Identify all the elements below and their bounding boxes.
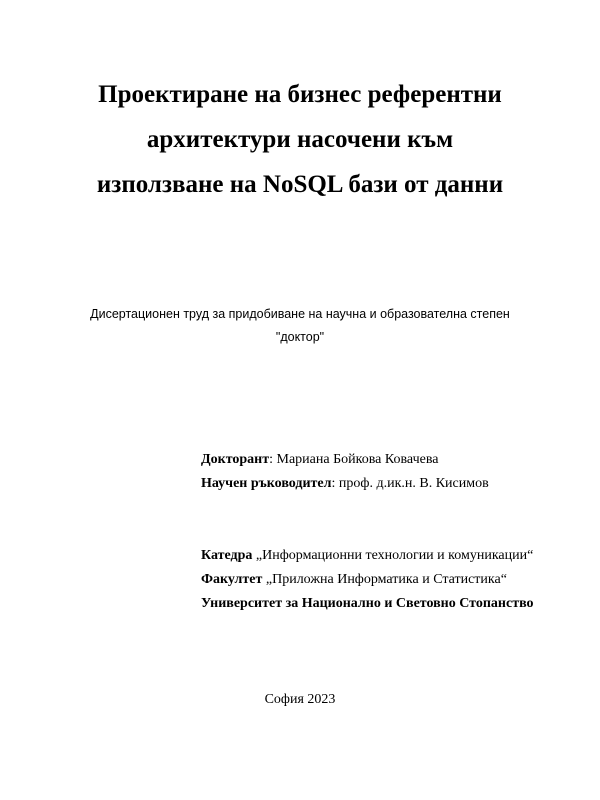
dissertation-subtitle: [0, 303, 600, 349]
dissertation-title: [0, 72, 600, 207]
doctorant-separator: :: [269, 452, 277, 467]
doctorant-line: [201, 448, 489, 472]
faculty-line: [201, 568, 534, 592]
university-name: Университет за Национално и Световно Стопанство: [201, 596, 534, 611]
supervisor-name: проф. д.ик.н. В. Кисимов: [338, 476, 489, 491]
department-name: „Информационни технологии и комуникации“: [252, 548, 534, 563]
supervisor-separator: :: [331, 476, 339, 491]
doctorant-label: Докторант: [201, 452, 270, 467]
department-label: Катедра: [201, 548, 253, 563]
supervisor-line: [201, 472, 489, 496]
department-line: [201, 544, 534, 568]
institution-block: [201, 544, 534, 616]
doctorant-name: Мариана Бойкова Ковачева: [276, 452, 439, 467]
subtitle-line-2: "доктор": [275, 330, 325, 344]
subtitle-line-1: Дисертационен труд за придобиване на научна и образователна степен: [90, 307, 510, 321]
place-year: София 2023: [264, 692, 336, 707]
supervisor-label: Научен ръководител: [201, 476, 332, 491]
title-line-3: използване на NoSQL бази от данни: [96, 171, 504, 198]
faculty-name: „Приложна Информатика и Статистика“: [262, 572, 507, 587]
title-line-1: Проектиране на бизнес референтни: [98, 81, 502, 108]
faculty-label: Факултет: [201, 572, 263, 587]
people-block: [201, 448, 489, 496]
title-line-2: архитектури насочени към: [146, 126, 454, 153]
